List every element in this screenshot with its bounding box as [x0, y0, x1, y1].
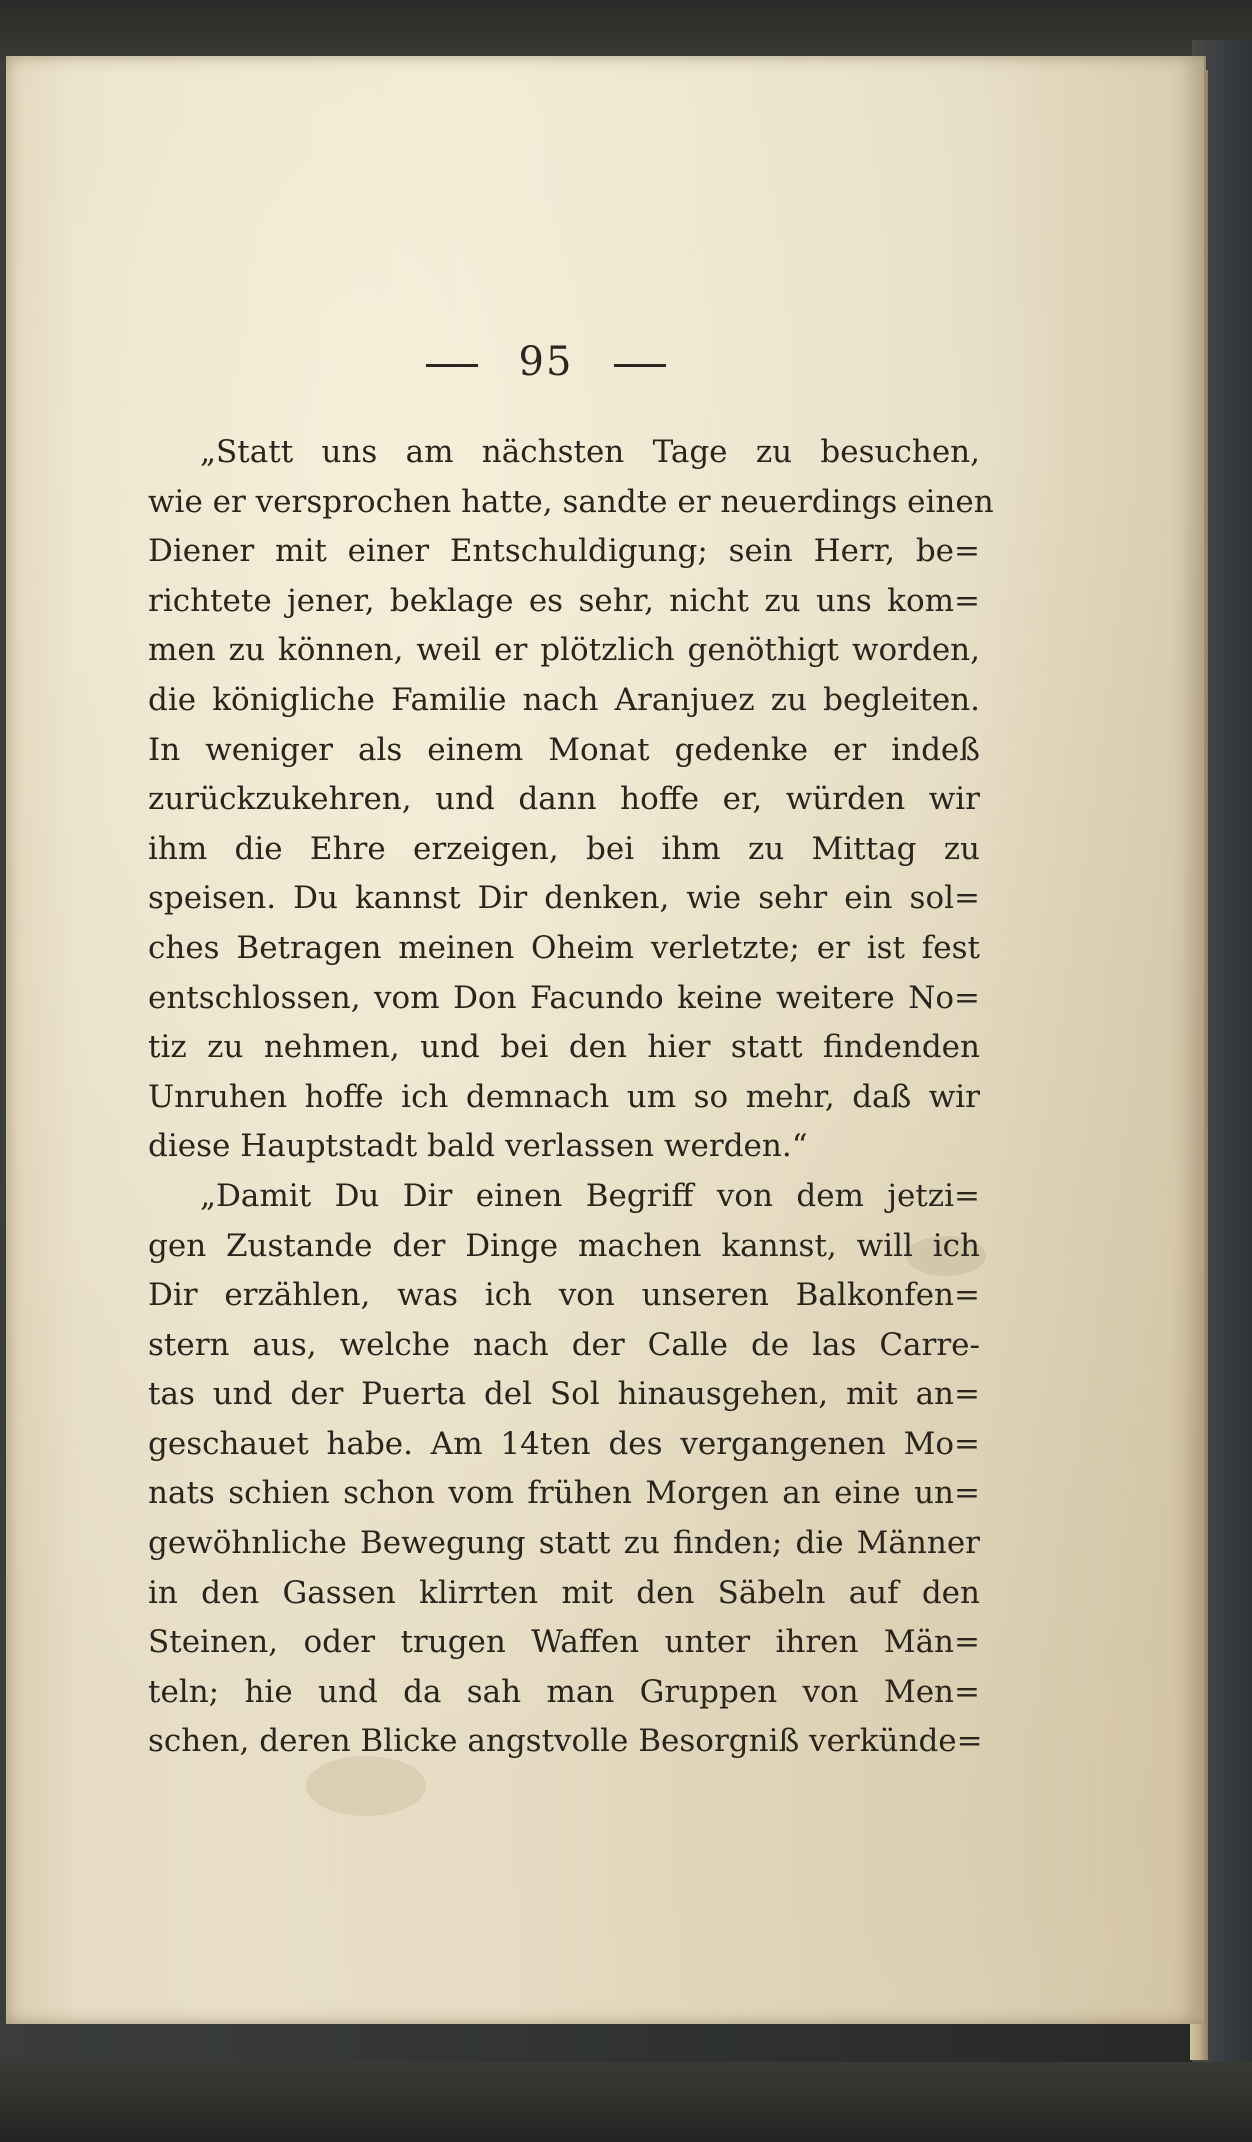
text-line: stern aus, welche nach der Calle de las Carre-: [148, 1326, 980, 1363]
book-cover-top-edge: [0, 0, 1252, 60]
text-line: Unruhen hoffe ich demnach um so mehr, daß wir: [148, 1078, 980, 1115]
text-line: Diener mit einer Entschuldigung; sein Herr, be=: [148, 533, 980, 570]
page-header: [6, 339, 1086, 385]
text-line: entschlossen, vom Don Facundo keine weitere No=: [148, 979, 980, 1016]
text-line: ches Betragen meinen Oheim verletzte; er ist fest: [148, 929, 980, 966]
text-line: zurückzukehren, und dann hoffe er, würden wir: [148, 781, 980, 818]
header-dash-left: [426, 364, 478, 367]
text-line: richtete jener, beklage es sehr, nicht zu uns kom=: [148, 582, 980, 619]
text-line: ihm die Ehre erzeigen, bei ihm zu Mittag zu: [148, 830, 980, 867]
text-line: tiz zu nehmen, und bei den hier statt findenden: [148, 1029, 980, 1066]
text-line: speisen. Du kannst Dir denken, wie sehr ein sol=: [148, 880, 980, 917]
text-line: schen, deren Blicke angstvolle Besorgniß verkünde=: [148, 1723, 983, 1760]
text-line: Dir erzählen, was ich von unseren Balkonfen=: [148, 1277, 980, 1314]
text-line: gen Zustande der Dinge machen kannst, will ich: [148, 1227, 980, 1264]
text-line: gewöhnliche Bewegung statt zu finden; die Männer: [148, 1525, 980, 1562]
body-text: [148, 428, 994, 1767]
book-page: [6, 56, 1206, 2024]
text-line: die königliche Familie nach Aranjuez zu begleiten.: [148, 681, 980, 718]
text-line: „Damit Du Dir einen Begriff von dem jetzi=: [200, 1177, 980, 1214]
text-line: men zu können, weil er plötzlich genöthigt worden,: [148, 632, 980, 669]
text-line: In weniger als einem Monat gedenke er indeß: [148, 731, 980, 768]
text-line: nats schien schon vom frühen Morgen an eine un=: [148, 1475, 980, 1512]
text-line: teln; hie und da sah man Gruppen von Men=: [148, 1673, 980, 1710]
text-line: in den Gassen klirrten mit den Säbeln auf den: [148, 1574, 980, 1611]
header-dash-right: [614, 364, 666, 367]
text-line: diese Hauptstadt bald verlassen werden.“: [148, 1128, 808, 1165]
text-line: geschauet habe. Am 14ten des vergangenen Mo=: [148, 1425, 980, 1462]
text-line: tas und der Puerta del Sol hinausgehen, mit an=: [148, 1376, 980, 1413]
text-line: Steinen, oder trugen Waffen unter ihren Män=: [148, 1624, 980, 1661]
book-cover-bottom-edge: [0, 2062, 1252, 2142]
text-line: „Statt uns am nächsten Tage zu besuchen,: [200, 434, 980, 470]
text-line: wie er versprochen hatte, sandte er neuerdings einen: [148, 483, 994, 520]
page-number: 95: [518, 339, 574, 385]
